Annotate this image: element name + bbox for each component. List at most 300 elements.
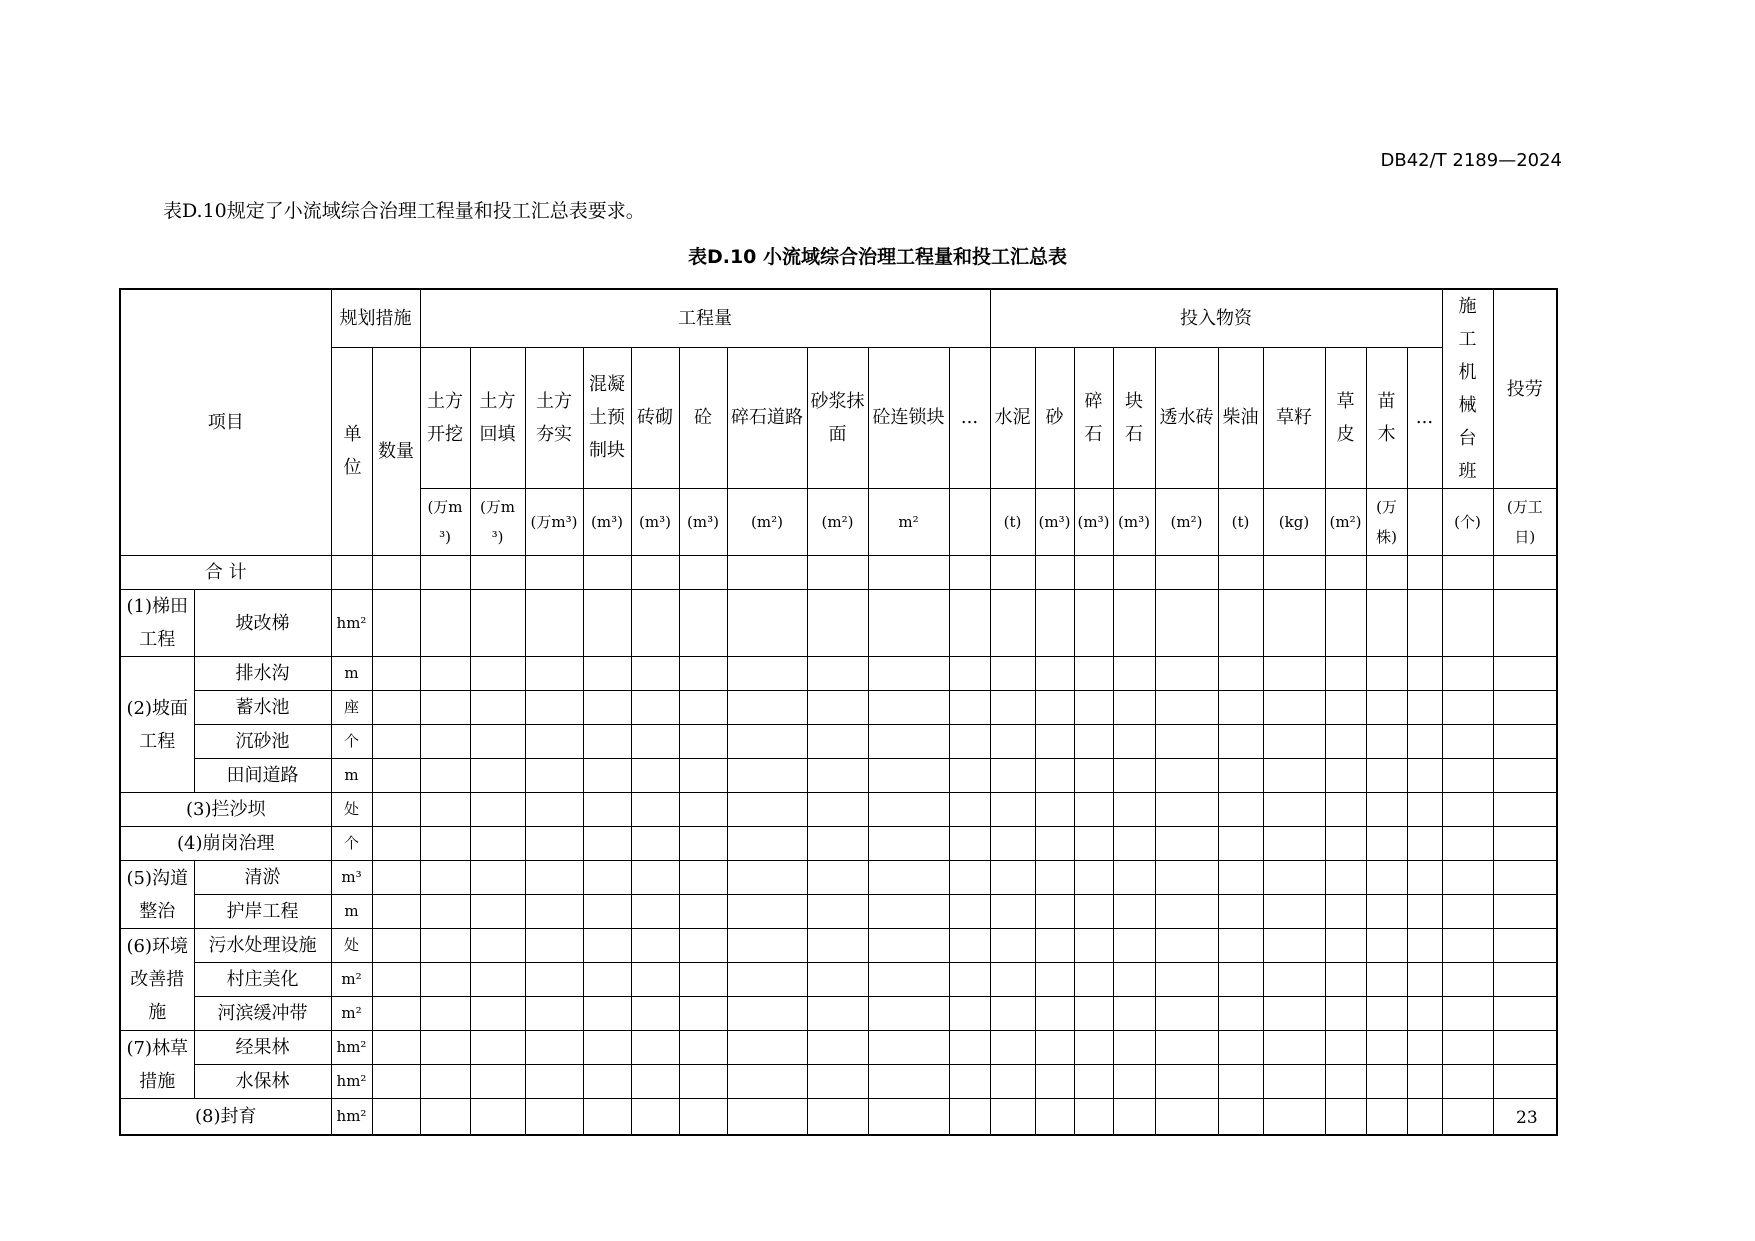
unit-cell: 处 [331,929,372,963]
empty-cell [1407,861,1442,895]
empty-cell [807,725,868,759]
empty-cell [583,895,631,929]
empty-cell [1493,556,1557,590]
empty-cell [525,827,583,861]
empty-cell [949,759,990,793]
empty-cell [868,793,949,827]
empty-cell [679,691,727,725]
empty-cell [420,997,470,1031]
empty-cell [679,556,727,590]
empty-cell [949,895,990,929]
empty-cell [807,1031,868,1065]
header-eng-col: 碎石道路 [727,347,807,489]
empty-cell [1035,861,1074,895]
empty-cell [470,590,525,657]
table-row [120,895,1557,929]
empty-cell [1155,895,1218,929]
empty-cell [1366,895,1407,929]
header-row [120,347,1557,489]
empty-cell [868,1065,949,1099]
eng-unit: (m²) [807,489,868,556]
empty-cell [949,1065,990,1099]
empty-cell [1366,1065,1407,1099]
empty-cell [1218,861,1263,895]
empty-cell [1155,657,1218,691]
total-label: 合 计 [120,556,331,590]
header-eng-col: 混凝土预制块 [583,347,631,489]
eng-unit: (m²) [727,489,807,556]
empty-cell [1407,590,1442,657]
empty-cell [372,963,420,997]
empty-cell [1366,691,1407,725]
unit-cell: 座 [331,691,372,725]
empty-cell [990,1099,1035,1135]
empty-cell [949,556,990,590]
empty-cell [631,997,679,1031]
empty-cell [1407,895,1442,929]
item-label: 坡改梯 [194,590,331,657]
empty-cell [727,759,807,793]
item-label: (3)拦沙坝 [120,793,331,827]
unit-cell: m³ [331,861,372,895]
item-label: (4)崩岗治理 [120,827,331,861]
empty-cell [949,963,990,997]
empty-cell [1074,793,1113,827]
empty-cell [1263,963,1325,997]
header-mat-col: ... [1407,347,1442,489]
empty-cell [583,929,631,963]
empty-cell [583,691,631,725]
empty-cell [807,793,868,827]
empty-cell [1035,963,1074,997]
empty-cell [1263,861,1325,895]
empty-cell [420,861,470,895]
empty-cell [470,1065,525,1099]
empty-cell [470,793,525,827]
empty-cell [631,759,679,793]
empty-cell [1074,1031,1113,1065]
header-engineering: 工程量 [420,289,990,347]
empty-cell [583,793,631,827]
empty-cell [420,759,470,793]
header-mat-col: 草籽 [1263,347,1325,489]
empty-cell [420,691,470,725]
table-row [120,1099,1557,1135]
mat-unit: (m³) [1113,489,1155,556]
empty-cell [990,657,1035,691]
empty-cell [1493,929,1557,963]
empty-cell [1155,691,1218,725]
machinery-unit: (个) [1442,489,1493,556]
empty-cell [1035,725,1074,759]
empty-cell [1493,895,1557,929]
header-eng-col: 土方回填 [470,347,525,489]
empty-cell [1074,1065,1113,1099]
empty-cell [727,691,807,725]
empty-cell [1074,556,1113,590]
empty-cell [525,725,583,759]
header-mat-col: 草皮 [1325,347,1366,489]
empty-cell [1366,725,1407,759]
unit-cell: 处 [331,793,372,827]
empty-cell [1263,827,1325,861]
empty-cell [1442,1065,1493,1099]
header-quantity: 数量 [372,347,420,556]
eng-unit: (万m³) [420,489,470,556]
empty-cell [420,725,470,759]
empty-cell [1366,793,1407,827]
empty-cell [1218,1031,1263,1065]
table-row [120,657,1557,691]
empty-cell [1155,1031,1218,1065]
empty-cell [631,556,679,590]
empty-cell [1113,590,1155,657]
empty-cell [1442,1099,1493,1135]
table-row [120,963,1557,997]
empty-cell [372,895,420,929]
empty-cell [868,861,949,895]
empty-cell [525,759,583,793]
eng-unit: (万m³) [525,489,583,556]
empty-cell [727,1031,807,1065]
empty-cell [679,1099,727,1135]
empty-cell [990,895,1035,929]
empty-cell [1407,759,1442,793]
group-label: (2)坡面工程 [120,657,194,793]
empty-cell [679,963,727,997]
empty-cell [807,590,868,657]
empty-cell [949,827,990,861]
empty-cell [1442,963,1493,997]
empty-cell [868,657,949,691]
group-label: (6)环境改善措施 [120,929,194,1031]
empty-cell [1035,1031,1074,1065]
table-row [120,861,1557,895]
empty-cell [727,827,807,861]
empty-cell [1074,929,1113,963]
empty-cell [583,725,631,759]
empty-cell [1325,997,1366,1031]
empty-cell [1074,861,1113,895]
table-row [120,1065,1557,1099]
empty-cell [1493,861,1557,895]
empty-cell [1263,657,1325,691]
empty-cell [990,827,1035,861]
header-eng-col: ... [949,347,990,489]
empty-cell [1366,929,1407,963]
empty-cell [1366,861,1407,895]
empty-cell [1218,895,1263,929]
header-eng-col: 砼连锁块 [868,347,949,489]
empty-cell [868,827,949,861]
empty-cell [1218,1065,1263,1099]
empty-cell [1407,997,1442,1031]
empty-cell [1263,997,1325,1031]
empty-cell [1442,1031,1493,1065]
empty-cell [1113,963,1155,997]
empty-cell [1035,827,1074,861]
empty-cell [1407,1031,1442,1065]
empty-cell [1325,657,1366,691]
empty-cell [470,861,525,895]
empty-cell [990,1065,1035,1099]
empty-cell [807,691,868,725]
empty-cell [420,1099,470,1135]
empty-cell [807,657,868,691]
empty-cell [1035,929,1074,963]
item-label: (8)封育 [120,1099,331,1135]
empty-cell [1493,827,1557,861]
empty-cell [420,1031,470,1065]
empty-cell [1155,793,1218,827]
empty-cell [1155,997,1218,1031]
item-label: 护岸工程 [194,895,331,929]
header-eng-col: 土方夯实 [525,347,583,489]
eng-unit: (m³) [679,489,727,556]
header-mat-col: 水泥 [990,347,1035,489]
empty-cell [1493,963,1557,997]
item-label: 田间道路 [194,759,331,793]
empty-cell [1074,657,1113,691]
table-caption: 表D.10 小流域综合治理工程量和投工汇总表 [687,246,1068,268]
intro-text: 表D.10规定了小流域综合治理工程量和投工汇总表要求。 [163,200,645,222]
empty-cell [631,929,679,963]
empty-cell [1407,963,1442,997]
empty-cell [525,1065,583,1099]
empty-cell [1442,590,1493,657]
empty-cell [868,556,949,590]
group-label: (7)林草措施 [120,1031,194,1099]
empty-cell [372,759,420,793]
empty-cell [679,725,727,759]
unit-cell: hm² [331,1065,372,1099]
empty-cell [990,861,1035,895]
eng-unit: m² [868,489,949,556]
mat-unit: (kg) [1263,489,1325,556]
empty-cell [1493,1031,1557,1065]
unit-cell: hm² [331,1099,372,1135]
empty-cell [1407,657,1442,691]
header-item: 项目 [120,289,331,556]
empty-cell [1442,657,1493,691]
empty-cell [1442,929,1493,963]
empty-cell [525,895,583,929]
group-label: (5)沟道整治 [120,861,194,929]
empty-cell [372,1099,420,1135]
empty-cell [1035,759,1074,793]
item-label: 经果林 [194,1031,331,1065]
empty-cell [1263,1099,1325,1135]
empty-cell [1325,590,1366,657]
empty-cell [1263,793,1325,827]
empty-cell [420,895,470,929]
empty-cell [1113,1099,1155,1135]
empty-cell [1366,657,1407,691]
empty-cell [1442,895,1493,929]
empty-cell [1155,1065,1218,1099]
empty-cell [807,997,868,1031]
empty-cell [1325,725,1366,759]
empty-cell [990,725,1035,759]
empty-cell [1493,725,1557,759]
empty-cell [1407,691,1442,725]
empty-cell [420,657,470,691]
empty-cell [679,1065,727,1099]
empty-cell [631,725,679,759]
item-label: 河滨缓冲带 [194,997,331,1031]
empty-cell [1113,657,1155,691]
empty-cell [1035,691,1074,725]
empty-cell [631,590,679,657]
empty-cell [1325,759,1366,793]
empty-cell [1074,725,1113,759]
header-eng-col: 土方开挖 [420,347,470,489]
empty-cell [1113,793,1155,827]
header-labor: 投劳 [1493,289,1557,489]
empty-cell [470,759,525,793]
empty-cell [1263,691,1325,725]
empty-cell [583,827,631,861]
empty-cell [1113,691,1155,725]
header-eng-col: 砂浆抹面 [807,347,868,489]
empty-cell [1407,725,1442,759]
empty-cell [372,556,420,590]
empty-cell [1155,759,1218,793]
empty-cell [631,963,679,997]
empty-cell [1325,1099,1366,1135]
empty-cell [1113,929,1155,963]
unit-cell: m [331,657,372,691]
table-row [120,793,1557,827]
unit-cell: m [331,759,372,793]
empty-cell [470,997,525,1031]
eng-unit [949,489,990,556]
mat-unit: (m³) [1074,489,1113,556]
empty-cell [868,590,949,657]
empty-cell [525,556,583,590]
empty-cell [420,590,470,657]
item-label: 污水处理设施 [194,929,331,963]
empty-cell [949,997,990,1031]
unit-cell: m [331,895,372,929]
empty-cell [1218,929,1263,963]
empty-cell [949,1099,990,1135]
empty-cell [1035,657,1074,691]
empty-cell [1263,1031,1325,1065]
empty-cell [525,590,583,657]
empty-cell [1442,759,1493,793]
mat-unit: (t) [990,489,1035,556]
empty-cell [1155,963,1218,997]
empty-cell [807,895,868,929]
table-row [120,929,1557,963]
empty-cell [1493,590,1557,657]
empty-cell [679,657,727,691]
empty-cell [1325,793,1366,827]
empty-cell [1074,963,1113,997]
mat-unit: (万株) [1366,489,1407,556]
empty-cell [1113,1031,1155,1065]
empty-cell [727,590,807,657]
header-planning: 规划措施 [331,289,420,347]
empty-cell [1035,793,1074,827]
empty-cell [949,1031,990,1065]
empty-cell [679,590,727,657]
empty-cell [631,691,679,725]
table-row [120,590,1557,657]
empty-cell [807,963,868,997]
empty-cell [1035,1065,1074,1099]
item-label: 沉砂池 [194,725,331,759]
empty-cell [372,861,420,895]
empty-cell [1493,997,1557,1031]
empty-cell [1366,556,1407,590]
empty-cell [990,929,1035,963]
empty-cell [1218,691,1263,725]
empty-cell [583,1065,631,1099]
empty-cell [420,556,470,590]
empty-cell [525,1031,583,1065]
empty-cell [372,929,420,963]
empty-cell [1155,929,1218,963]
empty-cell [420,793,470,827]
empty-cell [1442,725,1493,759]
empty-cell [727,1065,807,1099]
empty-cell [631,861,679,895]
empty-cell [990,691,1035,725]
empty-cell [1442,793,1493,827]
empty-cell [679,997,727,1031]
empty-cell [631,1031,679,1065]
empty-cell [727,793,807,827]
empty-cell [420,929,470,963]
empty-cell [1218,963,1263,997]
table-row [120,997,1557,1031]
empty-cell [1325,963,1366,997]
empty-cell [583,1099,631,1135]
empty-cell [372,691,420,725]
empty-cell [631,1065,679,1099]
empty-cell [1325,1065,1366,1099]
empty-cell [1155,590,1218,657]
empty-cell [583,963,631,997]
empty-cell [807,556,868,590]
unit-cell: 个 [331,725,372,759]
empty-cell [868,691,949,725]
empty-cell [1493,759,1557,793]
empty-cell [1218,997,1263,1031]
empty-cell [1263,895,1325,929]
empty-cell [868,963,949,997]
empty-cell [1442,556,1493,590]
total-unit [331,556,372,590]
empty-cell [631,895,679,929]
empty-cell [1325,691,1366,725]
eng-unit: (m³) [631,489,679,556]
empty-cell [727,895,807,929]
empty-cell [525,1099,583,1135]
item-label: 清淤 [194,861,331,895]
empty-cell [727,861,807,895]
empty-cell [990,556,1035,590]
empty-cell [420,827,470,861]
unit-cell: hm² [331,1031,372,1065]
empty-cell [1325,895,1366,929]
empty-cell [868,1099,949,1135]
empty-cell [679,759,727,793]
empty-cell [1263,759,1325,793]
header-mat-col: 块石 [1113,347,1155,489]
